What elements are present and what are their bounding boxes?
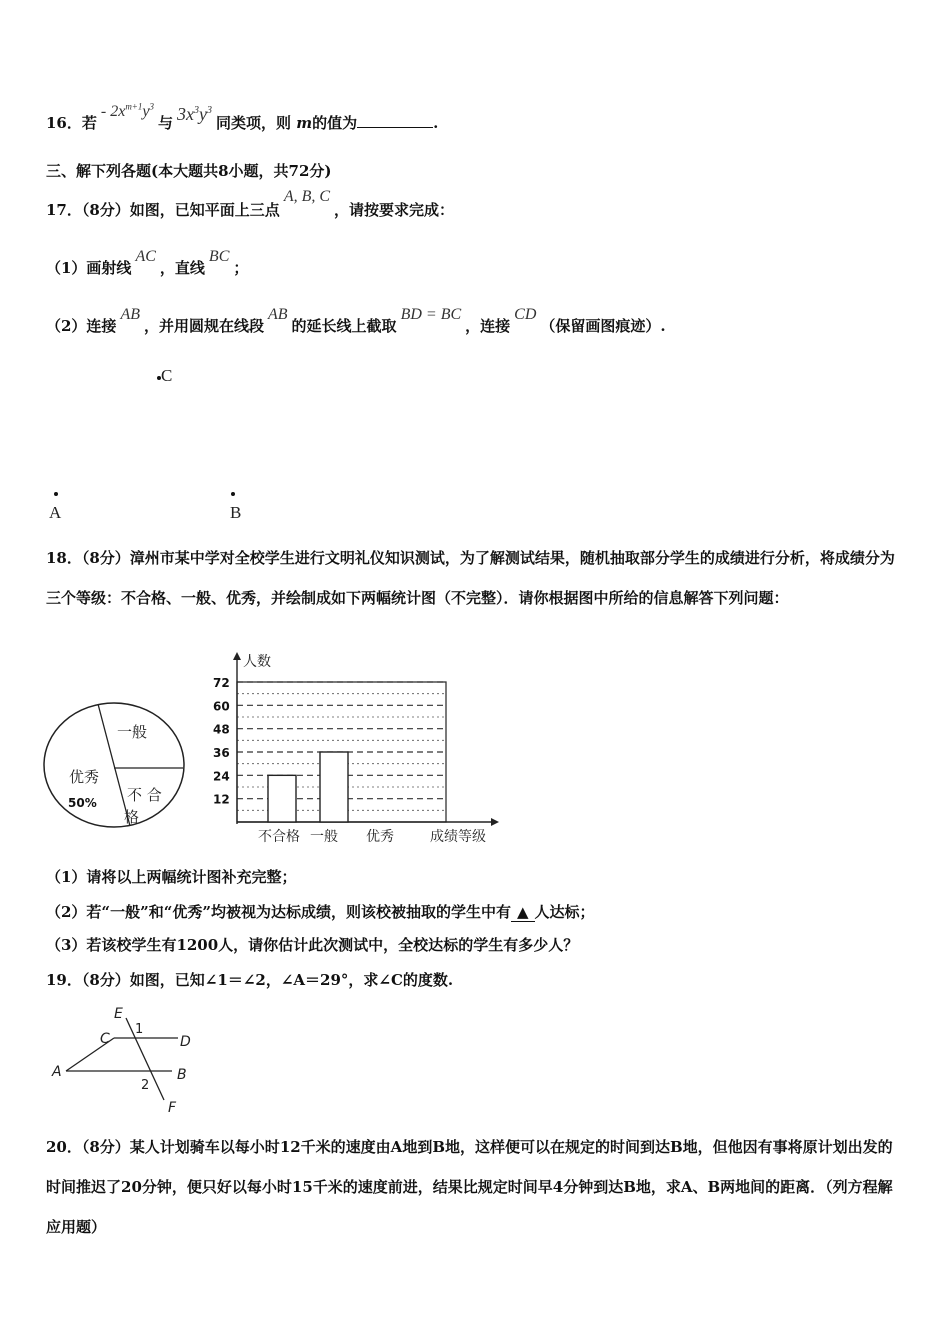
y-tick-label: 24 bbox=[213, 769, 230, 784]
question-18-stem: 18．（8分）漳州市某中学对全校学生进行文明礼仪知识测试，为了解测试结果，随机抽取部分学生的成绩进行分析，将成绩分为三个等级：不合格、一般、优秀，并绘制成如下两幅统计图（不完整）．请你根据图中所给的信息解答下列问题： bbox=[46, 549, 895, 607]
x-tick-label: 一般 bbox=[310, 829, 338, 845]
point-a-label: A bbox=[49, 503, 62, 522]
y-tick-label: 72 bbox=[213, 676, 230, 690]
question-20-stem: 20．（8分）某人计划骑车以每小时12千米的速度由A地到B地，这样便可以在规定的时间到达B地，但他因有事将原计划出发的时间推迟了20分钟，便只好以每小时15千米的速度前进，结果比规定时间早4分钟到达B地，求A、B两地间的距离．（列方程解应用题） bbox=[46, 1138, 893, 1236]
pie-label-fail-2: 格 bbox=[124, 808, 140, 826]
label-c: C bbox=[100, 1031, 110, 1047]
expr-minus-2x: - $2x^{m+1}y^3$ bbox=[100, 101, 154, 120]
bar bbox=[320, 752, 348, 822]
question-18-part2: （2）若“一般”和“优秀”均被视为达标成绩，则该校被抽取的学生中有 ▲ 人达标； bbox=[46, 903, 595, 921]
pie-label-excellent: 优秀 bbox=[69, 768, 100, 786]
answer-blank[interactable] bbox=[357, 113, 433, 128]
label-e: E bbox=[114, 1006, 123, 1022]
y-tick-label: 48 bbox=[213, 722, 230, 737]
label-f: F bbox=[168, 1100, 177, 1116]
x-tick-label: 不合格 bbox=[258, 829, 300, 845]
q18-answer-blank[interactable]: ▲ bbox=[511, 903, 535, 922]
label-2: 2 bbox=[141, 1078, 150, 1093]
y-axis-label: 人数 bbox=[243, 654, 271, 670]
pie-label-excellent-pct: 50% bbox=[68, 796, 97, 810]
question-16: 16．若- $2x^{m+1}y^3$与 $3x^3y^3$同类项，则 m的值为 . bbox=[46, 101, 439, 132]
section-heading: 三、解下列各题(本大题共8小题，共72分) bbox=[46, 162, 332, 180]
bar bbox=[268, 775, 296, 822]
question-17-stem: 17．（8分）如图，已知平面上三点A, B, C，请按要求完成： bbox=[46, 188, 455, 219]
point-a-dot bbox=[54, 492, 58, 496]
question-18-part3: （3）若该校学生有1200人，请你估计此次测试中，全校达标的学生有多少人？ bbox=[46, 936, 579, 954]
x-axis-label: 成绩等级 bbox=[430, 829, 486, 845]
question-17-part1: （1）画射线AC，直线BC； bbox=[46, 248, 249, 277]
points-abc: A, B, C bbox=[283, 188, 331, 205]
y-tick-label: 12 bbox=[213, 792, 230, 807]
point-c-label: C bbox=[161, 366, 173, 385]
x-tick-label: 优秀 bbox=[366, 829, 394, 845]
x-axis-arrow bbox=[491, 818, 499, 826]
y-tick-label: 60 bbox=[213, 699, 230, 714]
pie-label-general: 一般 bbox=[117, 723, 148, 741]
label-d: D bbox=[180, 1034, 191, 1050]
label-b: B bbox=[177, 1067, 187, 1083]
point-b-dot bbox=[231, 492, 235, 496]
label-a: A bbox=[52, 1064, 62, 1080]
pie-label-fail: 不 合 bbox=[127, 786, 162, 804]
q19-figure bbox=[46, 1000, 216, 1120]
expr-3x3y3: $3x^3y^3$ bbox=[177, 104, 213, 124]
question-18-part1: （1）请将以上两幅统计图补充完整； bbox=[46, 868, 297, 886]
pie-chart bbox=[42, 700, 192, 830]
y-tick-label: 36 bbox=[213, 746, 230, 760]
label-1: 1 bbox=[135, 1022, 144, 1037]
y-axis-arrow bbox=[233, 652, 241, 660]
question-17-part2: （2）连接AB，并用圆规在线段AB的延长线上截取BD = BC，连接CD（保留画图痕迹）. bbox=[46, 306, 666, 335]
point-b-label: B bbox=[230, 503, 242, 522]
bar-chart bbox=[210, 648, 505, 848]
question-19-stem: 19．（8分）如图，已知∠1＝∠2，∠A＝29°，求∠C的度数. bbox=[46, 971, 454, 989]
